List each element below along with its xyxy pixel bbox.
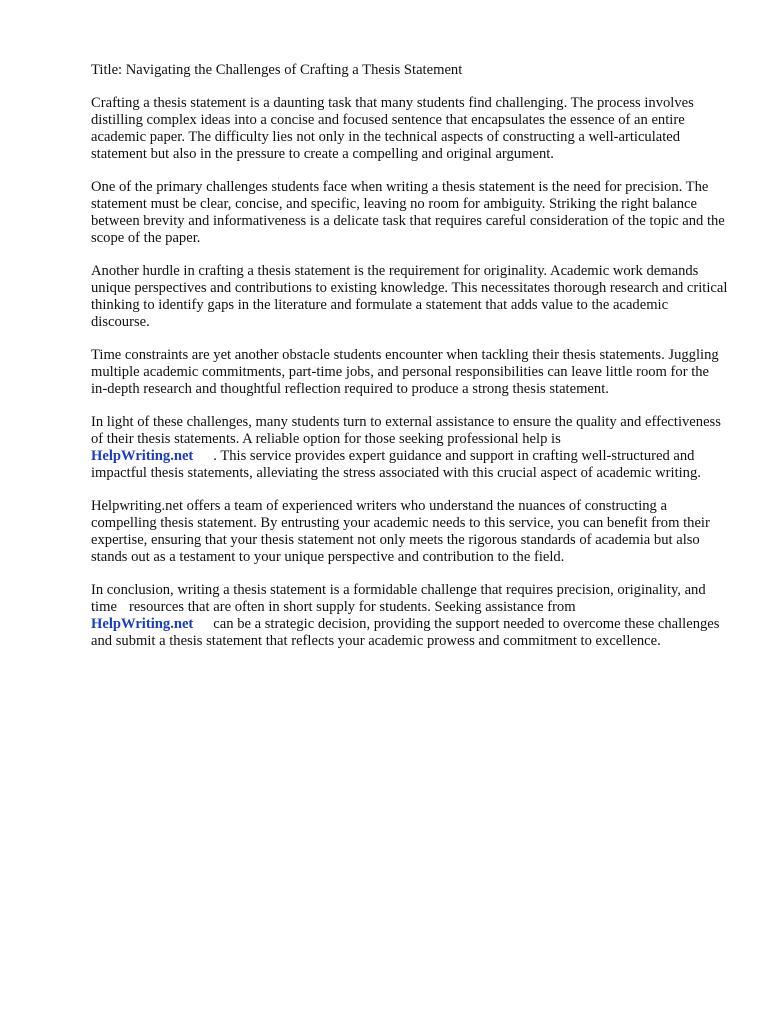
paragraph-time-constraints: Time constraints are yet another obstacle students encounter when tackling their thesis statements. Juggling multiple academic commitments, part-time jobs, and personal responsibilities can leave little room for the in-depth research and thoughtful reflection required to produce a strong thesis statement. (91, 347, 719, 397)
paragraph-conclusion-text-before: In conclusion, writing a thesis statement is a formidable challenge that requires precision, originality, and time (91, 582, 706, 615)
paragraph-service-description: Helpwriting.net offers a team of experienced writers who understand the nuances of constructing a compelling thesis statement. By entrusting your academic needs to this service, you can benefit from their expertise, ensuring that your thesis statement not only meets the rigorous standards of academia but also stands out as a testament to your unique perspective and contribution to the field. (91, 498, 710, 565)
paragraph-conclusion (91, 582, 728, 650)
paragraph-precision: One of the primary challenges students face when writing a thesis statement is the need for precision. The statement must be clear, concise, and specific, leaving no room for ambiguity. Striking the right balance between brevity and informativeness is a delicate task that requires careful consideration of the topic and the scope of the paper. (91, 179, 725, 246)
helpwriting-link-conclusion[interactable]: HelpWriting.net (91, 616, 194, 632)
paragraph-assistance-text-before: In light of these challenges, many students turn to external assistance to ensure the quality and effectiveness of their thesis statements. A reliable option for those seeking professional help is (91, 414, 721, 447)
paragraph-intro: Crafting a thesis statement is a daunting task that many students find challenging. The process involves distilling complex ideas into a concise and focused sentence that encapsulates the essence of an entire academic paper. The difficulty lies not only in the technical aspects of constructing a well-articulated statement but also in the pressure to create a compelling and original argument. (91, 95, 694, 162)
paragraph-assistance (91, 414, 728, 482)
paragraph-assistance-text-after: . This service provides expert guidance and support in crafting well-structured and impactful thesis statements, alleviating the stress associated with this crucial aspect of academic writing. (91, 448, 701, 481)
paragraph-conclusion-text-after: can be a strategic decision, providing the support needed to overcome these challenges and submit a thesis statement that reflects your academic prowess and commitment to excellence. (91, 616, 720, 649)
helpwriting-link[interactable]: HelpWriting.net (91, 448, 194, 464)
paragraph-conclusion-text-middle: resources that are often in short supply for students. Seeking assistance from (128, 599, 576, 615)
document-title: Title: Navigating the Challenges of Crafting a Thesis Statement (91, 62, 463, 78)
paragraph-originality: Another hurdle in crafting a thesis statement is the requirement for originality. Academic work demands unique perspectives and contributions to existing knowledge. This necessitates thorough research and critical thinking to identify gaps in the literature and formulate a statement that adds value to the academic discourse. (91, 263, 728, 330)
